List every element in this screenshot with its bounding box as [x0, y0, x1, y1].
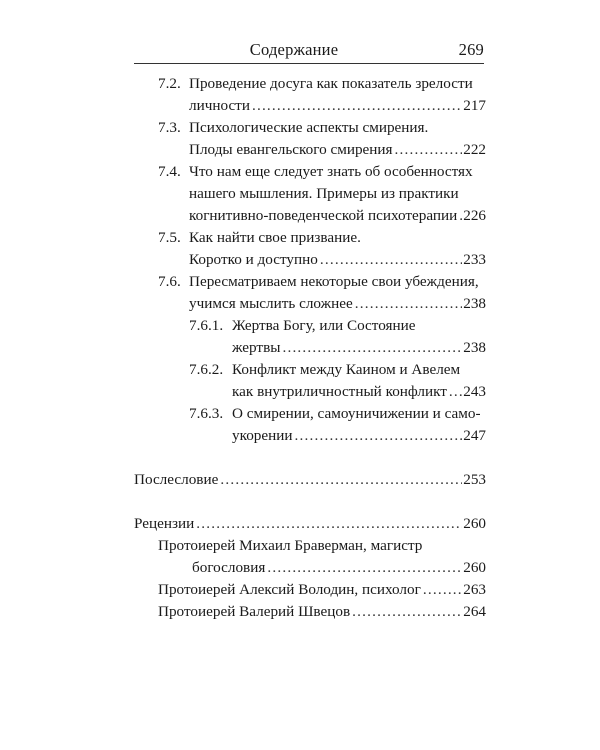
toc-entry-number: 7.6.2. — [189, 361, 224, 378]
dot-leader — [293, 425, 463, 447]
toc-entry-text: когнитивно-поведенческой психотерапии — [189, 207, 458, 224]
toc-page-number: 217 — [463, 97, 486, 114]
dot-leader — [218, 469, 462, 491]
page-number: 269 — [458, 40, 484, 59]
header-rule — [134, 63, 484, 64]
toc-entry-afterword — [134, 469, 486, 491]
toc-entry-text: Плоды евангельского смирения — [189, 141, 393, 158]
toc-entry-text: Что нам еще следует знать об особенностях — [189, 163, 473, 180]
toc-entry-7-5 — [134, 227, 486, 271]
toc-page-number: 253 — [463, 471, 486, 488]
toc-entry-text: Рецензии — [134, 515, 195, 532]
toc-entry-text: О смирении, самоуничижении и само- — [232, 405, 481, 422]
toc-entry-text: жертвы — [232, 339, 281, 356]
dot-leader — [318, 249, 462, 271]
spacer — [134, 447, 486, 469]
toc-entry-text: Протоиерей Алексий Володин, психолог — [158, 581, 421, 598]
toc-entry-text: как внутриличностный конфликт — [232, 383, 447, 400]
dot-leader — [194, 513, 462, 535]
toc-entry-text: Конфликт между Каином и Авелем — [232, 361, 461, 378]
toc-page-number: 264 — [463, 603, 486, 620]
toc-page-number: 233 — [463, 251, 486, 268]
toc-entry-number: 7.6.3. — [189, 405, 224, 422]
toc-entry-7-6-3 — [134, 403, 486, 447]
table-of-contents — [134, 73, 486, 623]
toc-entry-text: учимся мыслить сложнее — [189, 295, 353, 312]
toc-entry-review-braverman — [134, 535, 486, 579]
toc-entry-text: Пересматриваем некоторые свои убеждения, — [189, 273, 479, 290]
toc-entry-review-volodin — [134, 579, 486, 601]
toc-entry-text: укорении — [232, 427, 293, 444]
toc-entry-text: Коротко и доступно — [189, 251, 318, 268]
toc-entry-number: 7.6. — [158, 273, 181, 290]
toc-entry-reviews — [134, 513, 486, 535]
dot-leader — [421, 579, 462, 601]
toc-entry-text: Протоиерей Михаил Браверман, магистр — [158, 537, 423, 554]
toc-entry-7-6 — [134, 271, 486, 315]
toc-entry-number: 7.6.1. — [189, 317, 224, 334]
toc-entry-7-6-2 — [134, 359, 486, 403]
toc-entry-7-3 — [134, 117, 486, 161]
toc-entry-text: личности — [189, 97, 250, 114]
dot-leader — [393, 139, 463, 161]
toc-page-number: 222 — [463, 141, 486, 158]
toc-entry-7-4 — [134, 161, 486, 227]
toc-page-number: 243 — [463, 383, 486, 400]
toc-entry-text: Жертва Богу, или Состояние — [232, 317, 416, 334]
toc-entry-review-shvetsov — [134, 601, 486, 623]
toc-page-number: 260 — [463, 559, 486, 576]
toc-entry-text: Проведение досуга как показатель зрелости — [189, 75, 473, 92]
toc-entry-text: Как найти свое призвание. — [189, 229, 361, 246]
toc-entry-number: 7.4. — [158, 163, 181, 180]
toc-entry-number: 7.3. — [158, 119, 181, 136]
toc-entry-7-6-1 — [134, 315, 486, 359]
dot-leader — [353, 293, 462, 315]
toc-page-number: 226 — [463, 207, 486, 224]
dot-leader — [280, 337, 462, 359]
toc-entry-text: Послесловие — [134, 471, 219, 488]
spacer — [134, 491, 486, 513]
dot-leader — [250, 95, 462, 117]
toc-page-number: 247 — [463, 427, 486, 444]
running-head — [134, 40, 484, 62]
toc-page-number: 263 — [463, 581, 486, 598]
running-title: Содержание — [249, 40, 339, 59]
dot-leader — [265, 557, 462, 579]
dot-leader — [350, 601, 462, 623]
toc-entry-number: 7.2. — [158, 75, 181, 92]
dot-leader — [447, 381, 462, 403]
toc-page-number: 260 — [463, 515, 486, 532]
toc-page-number: 238 — [463, 339, 486, 356]
toc-entry-text: Протоиерей Валерий Швецов — [158, 603, 351, 620]
toc-entry-text: нашего мышления. Примеры из практики — [189, 185, 459, 202]
toc-entry-text: богословия — [192, 559, 266, 576]
toc-entry-7-2 — [134, 73, 486, 117]
toc-entry-number: 7.5. — [158, 229, 181, 246]
toc-entry-text: Психологические аспекты смирения. — [189, 119, 429, 136]
toc-page-number: 238 — [463, 295, 486, 312]
